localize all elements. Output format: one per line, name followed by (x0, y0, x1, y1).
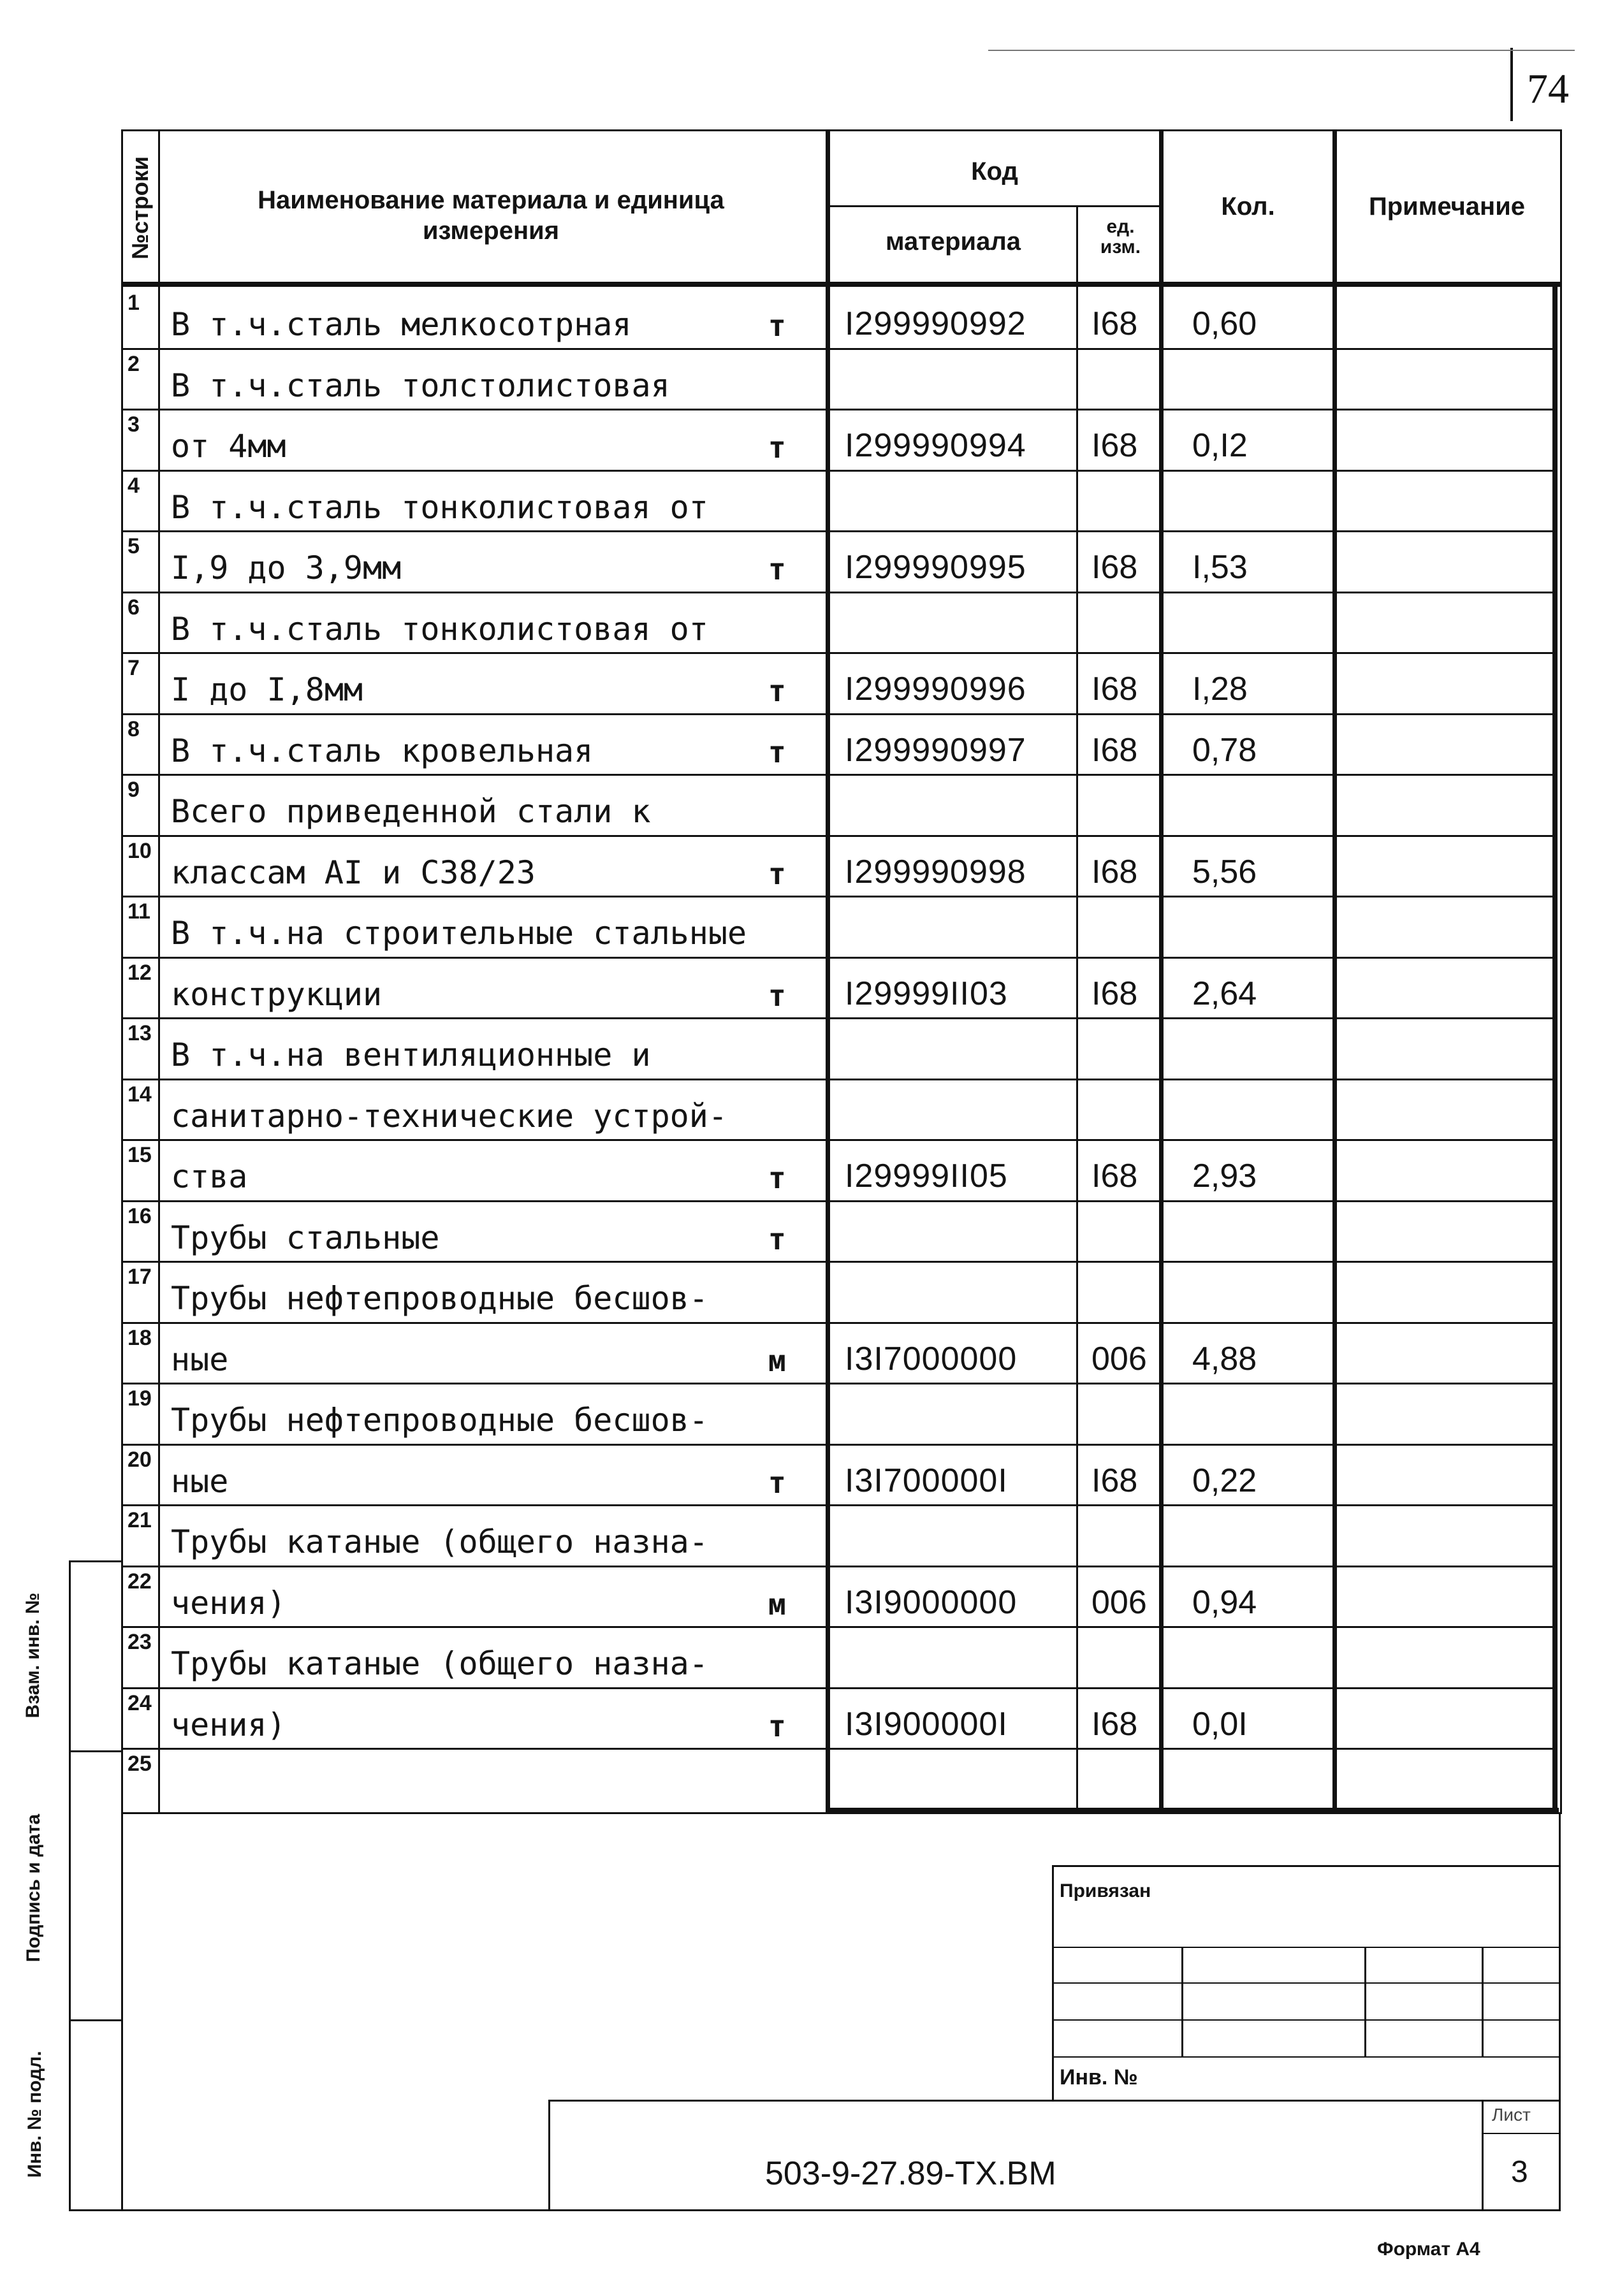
row-name: Трубы катаные (общего назна- (171, 1523, 708, 1560)
row-name: ства (171, 1158, 248, 1195)
row-code: I29999II03 (845, 975, 1008, 1012)
row-ed: I68 (1091, 427, 1138, 464)
row-code: I299990994 (845, 427, 1026, 464)
stamp-document-code: 503-9-27.89-ТХ.ВМ (765, 2155, 1056, 2192)
row-qty: 0,60 (1192, 305, 1257, 342)
row-qty: 5,56 (1192, 854, 1257, 890)
row-name: В т.ч.сталь толстолистовая (171, 367, 670, 404)
stamp-sheet-number: 3 (1511, 2155, 1528, 2189)
row-qty: 4,88 (1192, 1341, 1257, 1377)
row-ed: I68 (1091, 671, 1138, 708)
row-number: 6 (128, 595, 140, 620)
row-qty: 0,78 (1192, 732, 1257, 769)
row-qty: 2,64 (1192, 975, 1257, 1012)
row-code: I3I9000000 (845, 1584, 1018, 1621)
row-ed: I68 (1091, 549, 1138, 586)
table-row (0, 348, 1620, 409)
stamp-privyazan: Привязан (1060, 1880, 1151, 1901)
row-unit: т (768, 674, 786, 708)
row-qty: 0,22 (1192, 1462, 1257, 1499)
row-number: 22 (128, 1569, 152, 1594)
row-number: 21 (128, 1508, 152, 1532)
row-name: Трубы нефтепроводные бесшов- (171, 1280, 708, 1317)
table-row (0, 1017, 1620, 1079)
row-unit: м (768, 1587, 786, 1622)
header-row-number: №строки (127, 156, 153, 259)
row-number: 4 (128, 474, 140, 498)
row-name: В т.ч.на вентиляционные и (171, 1036, 651, 1073)
row-number: 23 (128, 1630, 152, 1654)
side-label-vzam: Взам. инв. № (22, 1592, 43, 1718)
row-number: 20 (128, 1448, 152, 1472)
row-number: 15 (128, 1143, 152, 1167)
table-row (0, 1383, 1620, 1444)
side-label-podpis: Подпись и дата (23, 1813, 44, 1963)
row-code: I299990996 (845, 671, 1026, 708)
row-number: 10 (128, 839, 152, 863)
table-row (0, 1504, 1620, 1566)
row-name: чения) (171, 1706, 286, 1743)
stamp-sheet-label: Лист (1492, 2105, 1531, 2125)
row-number: 12 (128, 961, 152, 985)
table-row (0, 287, 1620, 348)
row-number: 8 (128, 717, 140, 741)
row-number: 11 (128, 899, 150, 924)
row-code: I299990997 (845, 732, 1026, 769)
row-unit: т (768, 978, 786, 1013)
row-number: 16 (128, 1204, 152, 1228)
row-name: В т.ч.сталь тонколистовая от (171, 489, 708, 526)
row-name: санитарно-технические устрой- (171, 1098, 727, 1135)
row-number: 3 (128, 412, 140, 437)
row-name: от 4мм (171, 428, 286, 465)
row-code: I299990998 (845, 854, 1026, 890)
table-row (0, 1626, 1620, 1687)
row-name: ные (171, 1341, 229, 1378)
header-name: Наименование материала и единица измерения (258, 186, 724, 245)
table-row (0, 1200, 1620, 1261)
table-row (0, 1687, 1620, 1748)
row-ed: I68 (1091, 1158, 1138, 1195)
table-row (0, 652, 1620, 713)
table-row (0, 1261, 1620, 1322)
row-unit: м (768, 1344, 786, 1378)
row-name: ные (171, 1463, 229, 1500)
row-qty: 0,0I (1192, 1706, 1248, 1743)
row-unit: т (768, 430, 786, 465)
row-ed: I68 (1091, 854, 1138, 890)
row-number: 14 (128, 1082, 152, 1107)
table-row (0, 835, 1620, 896)
table-row (0, 1444, 1620, 1505)
row-number: 5 (128, 534, 140, 558)
row-ed: I68 (1091, 975, 1138, 1012)
row-name: Трубы стальные (171, 1219, 440, 1256)
row-ed: 006 (1091, 1341, 1147, 1377)
row-qty: I,28 (1192, 671, 1248, 708)
table-row (0, 713, 1620, 774)
row-number: 19 (128, 1386, 152, 1411)
row-number: 13 (128, 1021, 152, 1045)
table-row (0, 592, 1620, 653)
row-ed: 006 (1091, 1584, 1147, 1621)
table-row (0, 1748, 1620, 1809)
page-number: 74 (1527, 66, 1569, 112)
row-ed: I68 (1091, 305, 1138, 342)
row-name: классам AI и С38/23 (171, 854, 536, 891)
row-unit: т (768, 1709, 786, 1743)
row-unit: т (768, 1161, 786, 1195)
table-row (0, 470, 1620, 531)
row-name: В т.ч.сталь тонколистовая от (171, 611, 708, 648)
row-number: 25 (128, 1752, 152, 1776)
table-row (0, 530, 1620, 592)
row-name: I до I,8мм (171, 671, 363, 708)
header-note: Примечание (1368, 193, 1526, 221)
table-row (0, 774, 1620, 835)
row-name: Трубы катаные (общего назна- (171, 1645, 708, 1682)
header-code-unit: ед. изм. (1100, 216, 1141, 258)
table-row (0, 1322, 1620, 1383)
row-name: В т.ч.сталь кровельная (171, 732, 594, 769)
row-code: I3I900000I (845, 1706, 1008, 1743)
row-number: 18 (128, 1326, 152, 1350)
row-ed: I68 (1091, 1706, 1138, 1743)
stamp-inv-no: Инв. № (1060, 2065, 1138, 2089)
row-unit: т (768, 1222, 786, 1256)
row-qty: 2,93 (1192, 1158, 1257, 1195)
table-row (0, 896, 1620, 957)
table-row (0, 1566, 1620, 1627)
row-number: 7 (128, 656, 140, 680)
row-qty: 0,I2 (1192, 427, 1248, 464)
header-qty: Кол. (1221, 193, 1275, 221)
row-name: Трубы нефтепроводные бесшов- (171, 1402, 708, 1439)
row-number: 1 (128, 291, 140, 315)
row-name: Всего приведенной стали к (171, 793, 651, 830)
row-unit: т (768, 735, 786, 769)
row-number: 24 (128, 1691, 152, 1715)
row-ed: I68 (1091, 1462, 1138, 1499)
side-label-inv-podl: Инв. № подл. (24, 2051, 45, 2178)
row-qty: I,53 (1192, 549, 1248, 586)
row-unit: т (768, 1465, 786, 1500)
header-code-material: материала (885, 228, 1021, 256)
row-code: I3I7000000 (845, 1341, 1018, 1377)
row-name: В т.ч.сталь мелкосотрная (171, 306, 632, 343)
row-name: конструкции (171, 976, 383, 1013)
row-unit: т (768, 309, 786, 343)
row-unit: т (768, 552, 786, 586)
row-ed: I68 (1091, 732, 1138, 769)
format-label: Формат А4 (1377, 2239, 1480, 2260)
row-number: 9 (128, 778, 140, 802)
table-row (0, 1139, 1620, 1200)
table-row (0, 957, 1620, 1018)
header-code: Код (971, 157, 1018, 185)
row-code: I29999II05 (845, 1158, 1008, 1195)
row-code: I299990995 (845, 549, 1026, 586)
row-name: В т.ч.на строительные стальные (171, 915, 747, 952)
row-name: чения) (171, 1585, 286, 1622)
row-code: I3I700000I (845, 1462, 1008, 1499)
row-number: 2 (128, 352, 140, 376)
row-qty: 0,94 (1192, 1584, 1257, 1621)
table-row (0, 409, 1620, 470)
row-code: I299990992 (845, 305, 1026, 342)
row-name: I,9 до 3,9мм (171, 549, 402, 586)
row-number: 17 (128, 1265, 152, 1289)
row-unit: т (768, 857, 786, 891)
table-row (0, 1079, 1620, 1140)
